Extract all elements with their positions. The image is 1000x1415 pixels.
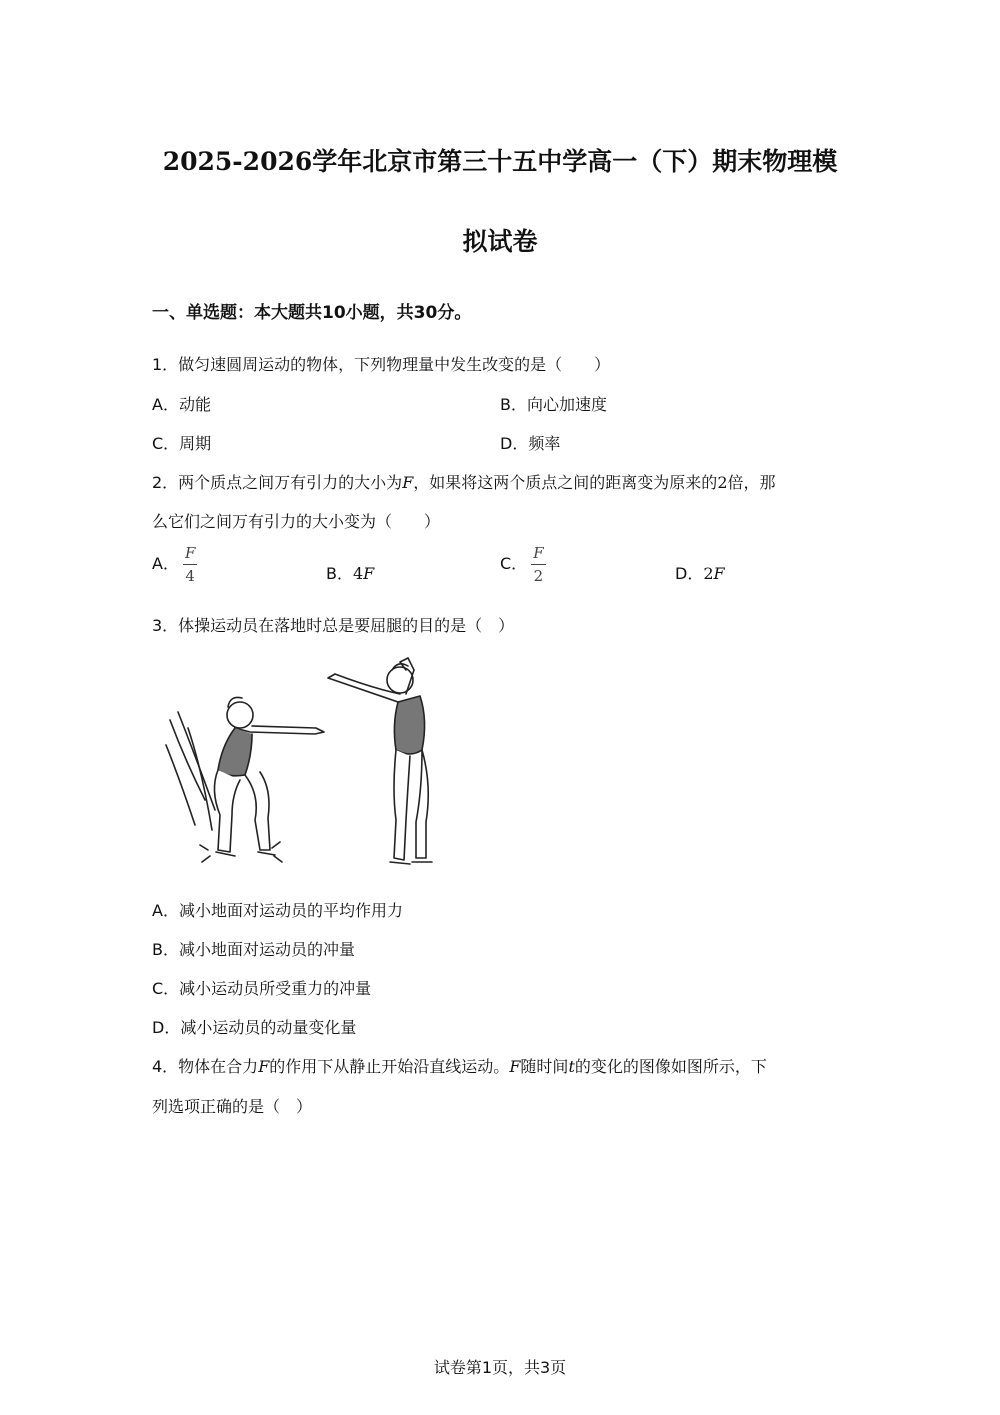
- q3-option-a: A．减小地面对运动员的平均作用力: [152, 901, 403, 920]
- exam-title-line1: 2025-2026学年北京市第三十五中学高一（下）期末物理模: [162, 147, 838, 176]
- fraction: $\frac{F}{2}$: [533, 544, 544, 585]
- q4-stem-line2: 列选项正确的是（ ）: [152, 1097, 313, 1116]
- page-footer: 试卷第1页，共3页: [433, 1358, 567, 1377]
- gymnast-landing-illustration: [160, 650, 450, 875]
- exam-title-line2: 拟试卷: [462, 227, 538, 256]
- q3-option-b: B．减小地面对运动员的冲量: [152, 940, 355, 959]
- q3-stem: 3．体操运动员在落地时总是要屈腿的目的是（ ）: [152, 616, 515, 635]
- q1-option-a: A．动能: [152, 395, 211, 414]
- fraction: $\frac{F}{4}$: [184, 544, 196, 585]
- q1-stem: 1．做匀速圆周运动的物体，下列物理量中发生改变的是（ ）: [152, 355, 611, 374]
- q1-option-d: D．频率: [500, 434, 561, 453]
- q3-option-d: D．减小运动员的动量变化量: [152, 1018, 357, 1037]
- q4-stem: 4．物体在合力F的作用下从静止开始沿直线运动。F随时间t的变化的图像如图所示，下: [152, 1057, 767, 1076]
- section-heading: 一、单选题：本大题共10小题，共30分。: [152, 303, 472, 323]
- q1-option-c: C．周期: [152, 434, 212, 453]
- q2-option-a: A． $\frac{F}{4}$: [152, 544, 196, 585]
- q2-option-c: C． $\frac{F}{2}$: [500, 544, 544, 585]
- q1-option-b: B．向心加速度: [500, 395, 607, 414]
- q2-stem: 2．两个质点之间万有引力的大小为F，如果将这两个质点之间的距离变为原来的2倍，那: [152, 473, 776, 492]
- q3-option-c: C．减小运动员所受重力的冲量: [152, 979, 372, 998]
- q2-option-d: D．2F: [675, 564, 725, 583]
- q2-stem-line2: 么它们之间万有引力的大小变为（ ）: [152, 512, 441, 531]
- q2-option-b: B．4F: [326, 564, 375, 583]
